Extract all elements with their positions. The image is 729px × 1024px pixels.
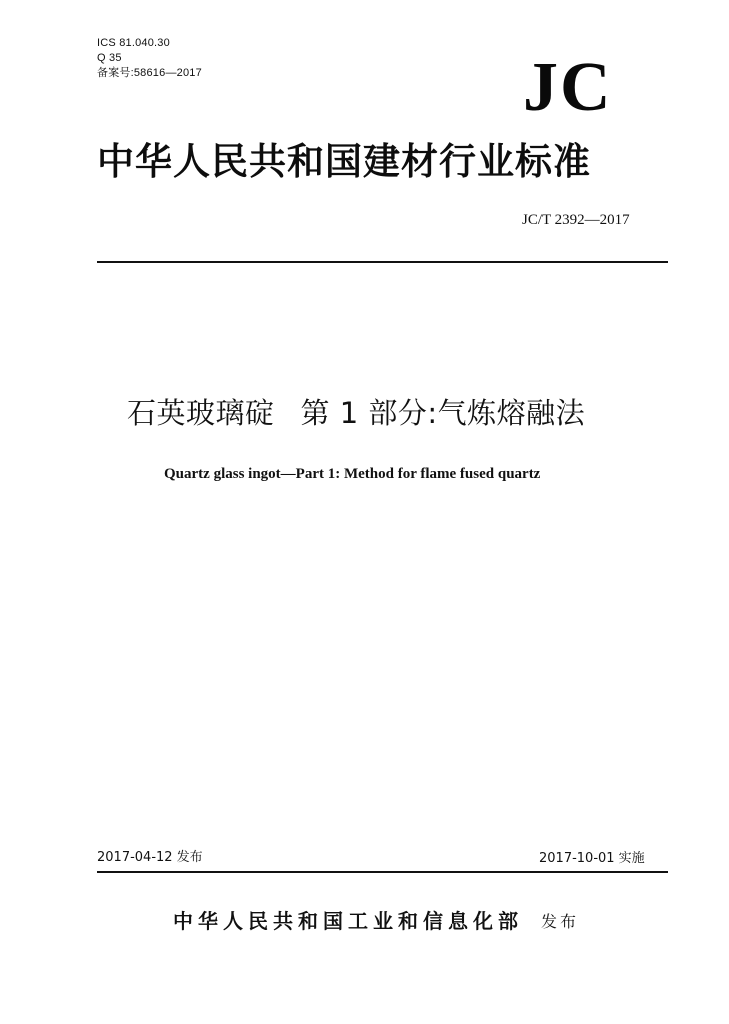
implementation-date: 2017-10-01 实施	[539, 851, 645, 866]
document-title-en: Quartz glass ingot—Part 1: Method for flame fused quartz	[164, 466, 541, 482]
bottom-divider	[97, 871, 668, 873]
jc-logo: JC	[523, 49, 613, 126]
filing-number: 备案号:58616—2017	[97, 67, 202, 79]
industry-standard-title: 中华人民共和国建材行业标准	[97, 139, 591, 183]
document-title-zh	[127, 393, 585, 433]
issuing-authority: 中华人民共和国工业和信息化部	[173, 909, 523, 933]
title-zh-main: 石英玻璃碇	[127, 396, 275, 430]
title-zh-part: 第 1 部分:气炼熔融法	[300, 396, 586, 430]
standard-number: JC/T 2392—2017	[522, 212, 630, 228]
issue-date: 2017-04-12 发布	[97, 850, 203, 865]
top-divider	[97, 261, 668, 263]
ccs-code: Q 35	[97, 52, 122, 64]
ics-code: ICS 81.040.30	[97, 37, 170, 49]
issuing-action: 发布	[541, 912, 580, 931]
